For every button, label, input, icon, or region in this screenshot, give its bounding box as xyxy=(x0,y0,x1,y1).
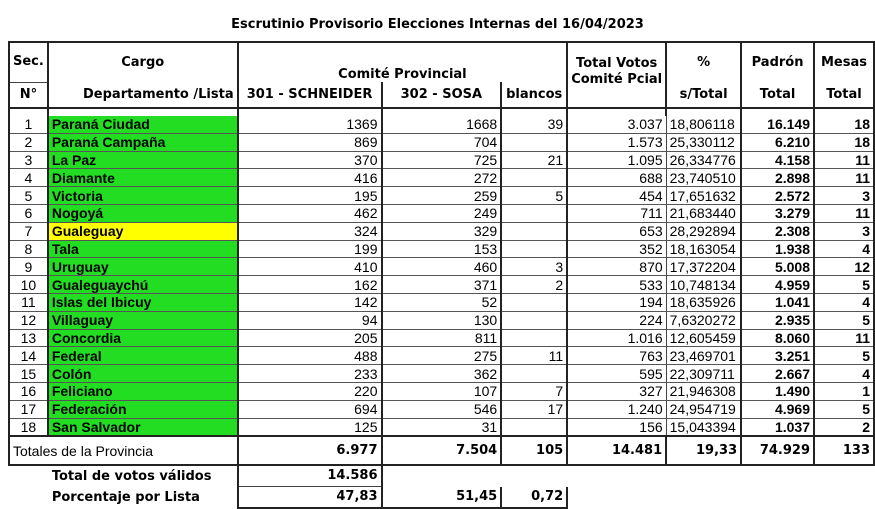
total-votes: 454 xyxy=(567,187,666,205)
padron-total: 3.279 xyxy=(741,204,814,222)
totals-votes: 14.481 xyxy=(567,436,666,465)
votes-blancos: 5 xyxy=(501,187,567,205)
header-total-2: Comité Pcial xyxy=(571,72,663,87)
totals-pct: 19,33 xyxy=(666,436,741,465)
padron-total: 6.210 xyxy=(741,133,814,151)
votes-blancos xyxy=(501,222,567,240)
total-votes: 156 xyxy=(567,418,666,436)
mesas-total: 4 xyxy=(814,240,874,258)
votes-302: 725 xyxy=(382,151,502,169)
total-votes: 224 xyxy=(567,311,666,329)
mesas-total: 18 xyxy=(814,116,874,133)
department-name: Nogoyá xyxy=(48,204,238,222)
total-votes: 870 xyxy=(567,258,666,276)
total-votes: 352 xyxy=(567,240,666,258)
row-number: 9 xyxy=(9,258,48,276)
votes-302: 130 xyxy=(382,311,502,329)
mesas-total: 4 xyxy=(814,365,874,383)
mesas-total: 2 xyxy=(814,418,874,436)
votes-301: 462 xyxy=(238,204,382,222)
votes-blancos xyxy=(501,240,567,258)
votes-blancos xyxy=(501,293,567,311)
votes-302: 107 xyxy=(382,382,502,400)
percent-total: 25,330112 xyxy=(666,133,741,151)
percent-total: 15,043394 xyxy=(666,418,741,436)
percentage-blancos: 0,72 xyxy=(501,487,567,509)
votes-301: 488 xyxy=(238,347,382,365)
percent-total: 21,683440 xyxy=(666,204,741,222)
row-number: 12 xyxy=(9,311,48,329)
department-name: Paraná Ciudad xyxy=(48,116,238,133)
mesas-total: 5 xyxy=(814,400,874,418)
valid-votes-row xyxy=(9,465,874,487)
table-row xyxy=(9,311,874,329)
row-number: 13 xyxy=(9,329,48,347)
table-row xyxy=(9,258,874,276)
totals-302: 7.504 xyxy=(382,436,502,465)
mesas-total: 5 xyxy=(814,347,874,365)
row-number: 14 xyxy=(9,347,48,365)
percent-total: 12,605459 xyxy=(666,329,741,347)
percent-total: 24,954719 xyxy=(666,400,741,418)
department-name: Colón xyxy=(48,365,238,383)
votes-blancos: 11 xyxy=(501,347,567,365)
mesas-total: 12 xyxy=(814,258,874,276)
row-number: 8 xyxy=(9,240,48,258)
table-row xyxy=(9,329,874,347)
table-row xyxy=(9,151,874,169)
percent-total: 21,946308 xyxy=(666,382,741,400)
header-total-1: Total Votos xyxy=(576,56,658,71)
department-name: Gualeguaychú xyxy=(48,276,238,294)
mesas-total: 18 xyxy=(814,133,874,151)
padron-total: 2.572 xyxy=(741,187,814,205)
department-name: Villaguay xyxy=(48,311,238,329)
totals-label: Totales de la Provincia xyxy=(9,436,238,465)
padron-total: 2.935 xyxy=(741,311,814,329)
table-row xyxy=(9,133,874,151)
votes-302: 460 xyxy=(382,258,502,276)
padron-total: 4.158 xyxy=(741,151,814,169)
header-302: 302 - SOSA xyxy=(382,82,502,108)
padron-total: 4.969 xyxy=(741,400,814,418)
total-votes: 1.095 xyxy=(567,151,666,169)
votes-302: 259 xyxy=(382,187,502,205)
report-title: Escrutinio Provisorio Elecciones Internas del 16/04/2023 xyxy=(231,17,644,32)
department-name: La Paz xyxy=(48,151,238,169)
votes-blancos xyxy=(501,365,567,383)
row-number: 15 xyxy=(9,365,48,383)
votes-302: 546 xyxy=(382,400,502,418)
votes-301: 220 xyxy=(238,382,382,400)
header-mesas: Mesas xyxy=(814,42,874,82)
header-pct-2: s/Total xyxy=(666,82,741,108)
mesas-total: 4 xyxy=(814,293,874,311)
results-table xyxy=(8,41,875,509)
department-name: Feliciano xyxy=(48,382,238,400)
row-number: 1 xyxy=(9,116,48,133)
department-name: Gualeguay xyxy=(48,222,238,240)
votes-blancos: 17 xyxy=(501,400,567,418)
padron-total: 1.490 xyxy=(741,382,814,400)
votes-blancos xyxy=(501,133,567,151)
padron-total: 16.149 xyxy=(741,116,814,133)
padron-total: 2.898 xyxy=(741,169,814,187)
padron-total: 1.938 xyxy=(741,240,814,258)
total-votes: 711 xyxy=(567,204,666,222)
percent-total: 17,651632 xyxy=(666,187,741,205)
department-name: Victoria xyxy=(48,187,238,205)
table-row xyxy=(9,116,874,133)
header-cargo: Cargo xyxy=(48,42,238,82)
total-votes: 763 xyxy=(567,347,666,365)
votes-301: 162 xyxy=(238,276,382,294)
padron-total: 1.037 xyxy=(741,418,814,436)
row-number: 16 xyxy=(9,382,48,400)
total-votes: 1.240 xyxy=(567,400,666,418)
header-pct: % xyxy=(666,42,741,82)
totals-blancos: 105 xyxy=(501,436,567,465)
department-name: San Salvador xyxy=(48,418,238,436)
row-number: 10 xyxy=(9,276,48,294)
mesas-total: 11 xyxy=(814,151,874,169)
total-votes: 533 xyxy=(567,276,666,294)
header-padron-2: Total xyxy=(741,82,814,108)
votes-302: 275 xyxy=(382,347,502,365)
percent-total: 23,740510 xyxy=(666,169,741,187)
votes-302: 811 xyxy=(382,329,502,347)
table-row xyxy=(9,276,874,294)
votes-302: 1668 xyxy=(382,116,502,133)
votes-302: 31 xyxy=(382,418,502,436)
table-row xyxy=(9,293,874,311)
percent-total: 18,163054 xyxy=(666,240,741,258)
percentage-row xyxy=(9,487,874,509)
total-votes: 653 xyxy=(567,222,666,240)
department-name: Federal xyxy=(48,347,238,365)
votes-301: 694 xyxy=(238,400,382,418)
votes-302: 329 xyxy=(382,222,502,240)
votes-blancos xyxy=(501,418,567,436)
percent-total: 26,334776 xyxy=(666,151,741,169)
votes-302: 704 xyxy=(382,133,502,151)
padron-total: 5.008 xyxy=(741,258,814,276)
mesas-total: 11 xyxy=(814,169,874,187)
votes-301: 195 xyxy=(238,187,382,205)
padron-total: 2.308 xyxy=(741,222,814,240)
votes-301: 94 xyxy=(238,311,382,329)
department-name: Islas del Ibicuy xyxy=(48,293,238,311)
mesas-total: 5 xyxy=(814,311,874,329)
percent-total: 17,372204 xyxy=(666,258,741,276)
votes-302: 249 xyxy=(382,204,502,222)
percent-total: 18,635926 xyxy=(666,293,741,311)
mesas-total: 3 xyxy=(814,187,874,205)
row-number: 7 xyxy=(9,222,48,240)
department-name: Paraná Campaña xyxy=(48,133,238,151)
table-row xyxy=(9,382,874,400)
votes-301: 1369 xyxy=(238,116,382,133)
department-name: Federación xyxy=(48,400,238,418)
votes-301: 324 xyxy=(238,222,382,240)
table-row xyxy=(9,418,874,436)
totals-301: 6.977 xyxy=(238,436,382,465)
department-name: Uruguay xyxy=(48,258,238,276)
percent-total: 28,292894 xyxy=(666,222,741,240)
total-votes: 688 xyxy=(567,169,666,187)
votes-301: 142 xyxy=(238,293,382,311)
total-votes: 327 xyxy=(567,382,666,400)
header-mesas-2: Total xyxy=(814,82,874,108)
mesas-total: 11 xyxy=(814,204,874,222)
row-number: 17 xyxy=(9,400,48,418)
total-votes: 1.573 xyxy=(567,133,666,151)
table-row xyxy=(9,222,874,240)
row-number: 5 xyxy=(9,187,48,205)
padron-total: 2.667 xyxy=(741,365,814,383)
row-number: 4 xyxy=(9,169,48,187)
percentage-302: 51,45 xyxy=(382,487,502,509)
votes-blancos: 21 xyxy=(501,151,567,169)
votes-302: 153 xyxy=(382,240,502,258)
votes-301: 125 xyxy=(238,418,382,436)
votes-blancos: 2 xyxy=(501,276,567,294)
header-comite: Comité Provincial xyxy=(238,42,568,82)
votes-301: 205 xyxy=(238,329,382,347)
votes-301: 370 xyxy=(238,151,382,169)
votes-301: 869 xyxy=(238,133,382,151)
votes-301: 416 xyxy=(238,169,382,187)
table-row xyxy=(9,169,874,187)
votes-blancos: 7 xyxy=(501,382,567,400)
votes-302: 371 xyxy=(382,276,502,294)
header-n: N° xyxy=(9,82,48,108)
votes-302: 272 xyxy=(382,169,502,187)
department-name: Diamante xyxy=(48,169,238,187)
header-sec: Sec. xyxy=(9,42,48,82)
total-votes: 194 xyxy=(567,293,666,311)
percent-total: 23,469701 xyxy=(666,347,741,365)
padron-total: 3.251 xyxy=(741,347,814,365)
row-number: 6 xyxy=(9,204,48,222)
votes-301: 233 xyxy=(238,365,382,383)
table-row xyxy=(9,400,874,418)
totals-row xyxy=(9,436,874,465)
votes-blancos xyxy=(501,311,567,329)
votes-blancos xyxy=(501,169,567,187)
votes-302: 52 xyxy=(382,293,502,311)
percent-total: 18,806118 xyxy=(666,116,741,133)
header-dep: Departamento /Lista xyxy=(48,82,238,108)
header-padron: Padrón xyxy=(741,42,814,82)
votes-blancos: 39 xyxy=(501,116,567,133)
valid-votes-label: Total de votos válidos xyxy=(51,468,212,484)
department-name: Tala xyxy=(48,240,238,258)
votes-blancos: 3 xyxy=(501,258,567,276)
mesas-total: 3 xyxy=(814,222,874,240)
percent-total: 10,748134 xyxy=(666,276,741,294)
votes-blancos xyxy=(501,204,567,222)
percentage-label: Porcentaje por Lista xyxy=(51,489,200,505)
percent-total: 22,309711 xyxy=(666,365,741,383)
total-votes: 1.016 xyxy=(567,329,666,347)
table-row xyxy=(9,187,874,205)
table-row xyxy=(9,365,874,383)
padron-total: 8.060 xyxy=(741,329,814,347)
votes-301: 410 xyxy=(238,258,382,276)
row-number: 3 xyxy=(9,151,48,169)
mesas-total: 11 xyxy=(814,329,874,347)
padron-total: 1.041 xyxy=(741,293,814,311)
table-row xyxy=(9,204,874,222)
valid-votes-value: 14.586 xyxy=(238,465,382,487)
header-301: 301 - SCHNEIDER xyxy=(238,82,382,108)
row-number: 2 xyxy=(9,133,48,151)
header-blancos: blancos xyxy=(501,82,567,108)
mesas-total: 1 xyxy=(814,382,874,400)
total-votes: 595 xyxy=(567,365,666,383)
votes-301: 199 xyxy=(238,240,382,258)
totals-mesas: 133 xyxy=(814,436,874,465)
votes-blancos xyxy=(501,329,567,347)
percent-total: 7,6320272 xyxy=(666,311,741,329)
header-total xyxy=(567,42,666,108)
votes-302: 362 xyxy=(382,365,502,383)
row-number: 18 xyxy=(9,418,48,436)
table-row xyxy=(9,240,874,258)
percentage-301: 47,83 xyxy=(238,487,382,509)
row-number: 11 xyxy=(9,293,48,311)
mesas-total: 5 xyxy=(814,276,874,294)
table-row xyxy=(9,347,874,365)
totals-padron: 74.929 xyxy=(741,436,814,465)
total-votes: 3.037 xyxy=(567,116,666,133)
department-name: Concordia xyxy=(48,329,238,347)
padron-total: 4.959 xyxy=(741,276,814,294)
